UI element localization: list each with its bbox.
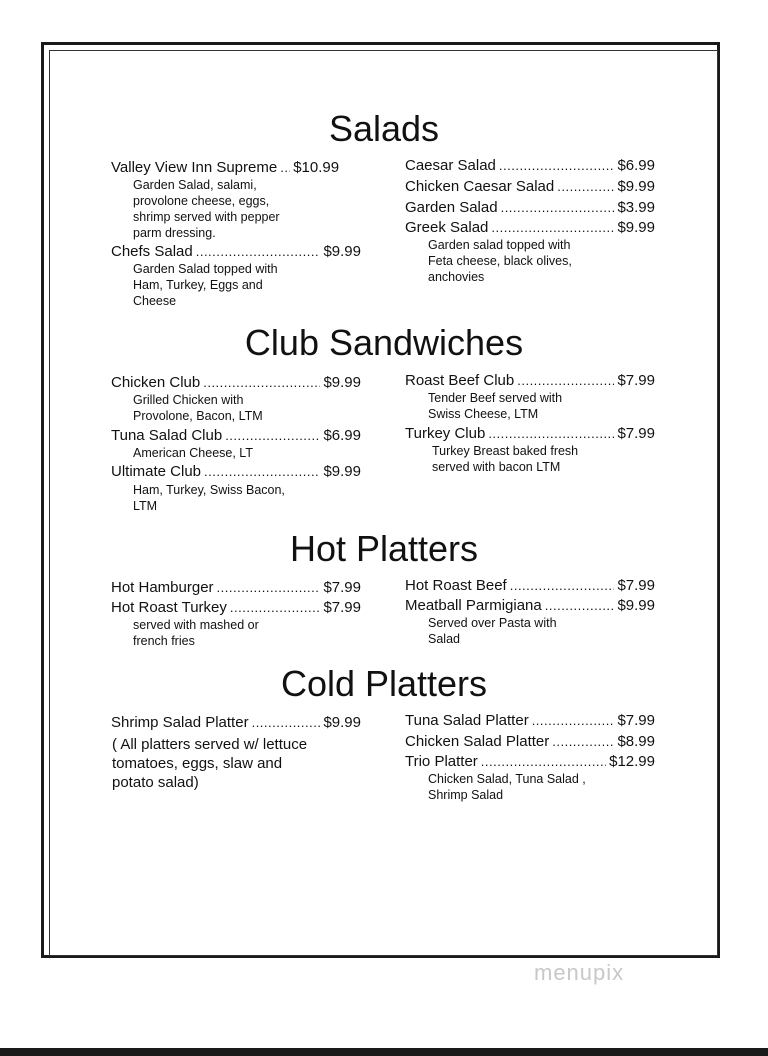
- menu-item-chicken-caesar-salad: Chicken Caesar Salad ..... $9.99: [405, 178, 655, 196]
- menu-item-desc: Garden salad topped with Feta cheese, black olives, anchovies: [428, 238, 572, 284]
- menu-item-ultimate-club: Ultimate Club ..... $9.99: [111, 463, 361, 481]
- section-title-club-sandwiches: Club Sandwiches: [244, 322, 524, 363]
- menu-item-desc: Turkey Breast baked fresh served with bacon LTM: [432, 444, 579, 474]
- menu-item-desc: Chicken Salad, Tuna Salad , Shrimp Salad: [428, 772, 586, 802]
- menu-item-hot-hamburger: Hot Hamburger ..... $7.99: [111, 579, 361, 597]
- menu-item-caesar-salad: Caesar Salad ..... $6.99: [405, 157, 655, 175]
- menu-item-desc: Grilled Chicken with Provolone, Bacon, LTM: [133, 393, 263, 423]
- platters-note: ( All platters served w/ lettuce tomatoes, eggs, slaw and potato salad): [112, 736, 308, 791]
- menu-item-tuna-salad-platter: Tuna Salad Platter ..... $7.99: [405, 712, 655, 730]
- menu-item-meatball-parmigiana: Meatball Parmigiana ..... $9.99: [405, 597, 655, 615]
- section-title-salads: Salads: [328, 108, 440, 149]
- menu-item-turkey-club: Turkey Club ..... $7.99: [405, 425, 655, 443]
- bottom-edge: [0, 1048, 768, 1056]
- section-title-hot-platters: Hot Platters: [289, 528, 479, 569]
- section-title-cold-platters: Cold Platters: [280, 663, 488, 704]
- menu-item-desc: American Cheese, LT: [133, 446, 253, 460]
- menu-item-desc: Tender Beef served with Swiss Cheese, LTM: [428, 391, 563, 421]
- menu-item-desc: served with mashed or french fries: [133, 618, 259, 648]
- watermark: menupix: [534, 960, 625, 985]
- menu-item-hot-roast-turkey: Hot Roast Turkey ..... $7.99: [111, 599, 361, 617]
- menu-item-desc: Served over Pasta with Salad: [428, 616, 557, 646]
- menu-item-greek-salad: Greek Salad ..... $9.99: [405, 219, 655, 237]
- menu-item-chicken-salad-platter: Chicken Salad Platter ..... $8.99: [405, 733, 655, 751]
- menu-item-desc: Ham, Turkey, Swiss Bacon, LTM: [133, 483, 285, 513]
- menu-item-tuna-salad-club: Tuna Salad Club ..... $6.99: [111, 427, 361, 445]
- menu-item-hot-roast-beef: Hot Roast Beef ..... $7.99: [405, 577, 655, 595]
- menu-item-chicken-club: Chicken Club ..... $9.99: [111, 374, 361, 392]
- menu-item-shrimp-salad-platter: Shrimp Salad Platter ..... $9.99: [111, 714, 361, 732]
- menu-item-valley-view-inn-supreme: Valley View Inn Supreme ..... $10.99: [111, 159, 361, 177]
- menu-item-roast-beef-club: Roast Beef Club ..... $7.99: [405, 372, 655, 390]
- menu-item-garden-salad: Garden Salad ..... $3.99: [405, 199, 655, 217]
- menu-item-desc: Garden Salad topped with Ham, Turkey, Eggs and Cheese: [133, 262, 278, 308]
- menu-item-desc: Garden Salad, salami, provolone cheese, eggs, shrimp served with pepper parm dressing.: [133, 178, 280, 240]
- menu-item-chefs-salad: Chefs Salad ..... $9.99: [111, 243, 361, 261]
- menu-item-trio-platter: Trio Platter ..... $12.99: [405, 753, 655, 771]
